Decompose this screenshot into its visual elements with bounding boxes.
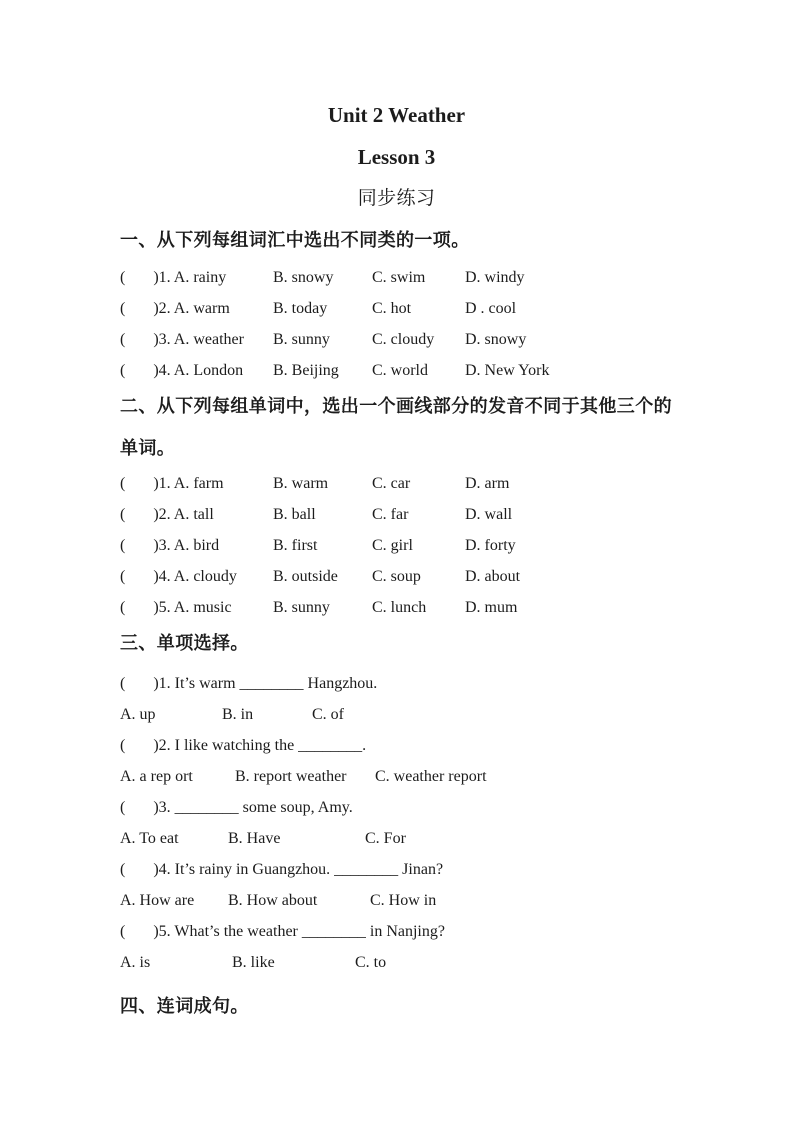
question-prefix: ( )4. A. cloudy (120, 568, 237, 585)
section4-heading: 四、连词成句。 (120, 996, 249, 1016)
question-prefix: ( )2. A. warm (120, 300, 230, 317)
option-b: B. sunny (273, 331, 330, 348)
question-prefix: ( )5. A. music (120, 599, 232, 616)
options-line (120, 699, 675, 730)
option-c: C. cloudy (372, 331, 435, 348)
option-d: D. forty (465, 537, 516, 554)
exercise-subtitle: 同步练习 (357, 188, 436, 209)
option-a: A. How are (120, 892, 195, 909)
question-line (120, 916, 675, 947)
option-b: B. Have (228, 830, 281, 847)
choice-row (120, 530, 675, 561)
option-b: B. outside (273, 568, 338, 585)
option-c: C. soup (372, 568, 421, 585)
question-text: ( )1. It’s warm ________ Hangzhou. (120, 675, 378, 692)
question-prefix: ( )3. A. bird (120, 537, 220, 554)
option-b: B. in (222, 706, 254, 723)
option-d: D. arm (465, 475, 510, 492)
section2-heading-line2: 单词。 (120, 438, 176, 458)
section3-rows (120, 668, 675, 978)
option-b: B. warm (273, 475, 329, 492)
choice-row (120, 499, 675, 530)
section1-heading: 一、从下列每组词汇中选出不同类的一项。 (120, 230, 470, 250)
option-c: C. swim (372, 269, 426, 286)
question-prefix: ( )1. A. farm (120, 475, 224, 492)
option-c: C. to (355, 954, 387, 971)
option-c: C. hot (372, 300, 412, 317)
option-c: C. weather report (375, 768, 487, 785)
option-b: B. like (232, 954, 275, 971)
section1-rows (120, 262, 675, 386)
option-d: D. about (465, 568, 521, 585)
option-c: C. girl (372, 537, 413, 554)
option-b: B. snowy (273, 269, 334, 286)
question-text: ( )3. ________ some soup, Amy. (120, 799, 353, 816)
option-d: D. windy (465, 269, 525, 286)
choice-row (120, 324, 675, 355)
choice-row (120, 592, 675, 623)
question-prefix: ( )3. A. weather (120, 331, 244, 348)
option-c: C. far (372, 506, 409, 523)
option-c: C. car (372, 475, 411, 492)
option-c: C. How in (370, 892, 437, 909)
section3-heading: 三、单项选择。 (120, 633, 249, 653)
question-text: ( )4. It’s rainy in Guangzhou. ________ Jinan? (120, 861, 444, 878)
options-line (120, 823, 675, 854)
question-line (120, 668, 675, 699)
option-b: B. today (273, 300, 328, 317)
choice-row (120, 293, 675, 324)
option-c: C. For (365, 830, 406, 847)
lesson-title: Lesson 3 (357, 145, 436, 169)
option-a: A. a rep ort (120, 768, 193, 785)
options-line (120, 885, 675, 916)
option-b: B. sunny (273, 599, 330, 616)
question-prefix: ( )4. A. London (120, 362, 244, 379)
option-a: A. up (120, 706, 156, 723)
option-d: D. New York (465, 362, 550, 379)
choice-row (120, 355, 675, 386)
option-c: C. of (312, 706, 344, 723)
section2-rows (120, 468, 675, 623)
question-line (120, 730, 675, 761)
question-text: ( )2. I like watching the ________. (120, 737, 367, 754)
option-d: D. mum (465, 599, 518, 616)
question-line (120, 792, 675, 823)
question-line (120, 854, 675, 885)
option-d: D. wall (465, 506, 513, 523)
question-prefix: ( )2. A. tall (120, 506, 214, 523)
option-b: B. report weather (235, 768, 347, 785)
option-a: A. To eat (120, 830, 179, 847)
option-b: B. first (273, 537, 318, 554)
option-b: B. Beijing (273, 362, 339, 379)
choice-row (120, 561, 675, 592)
question-prefix: ( )1. A. rainy (120, 269, 227, 286)
choice-row (120, 468, 675, 499)
options-line (120, 947, 675, 978)
option-b: B. How about (228, 892, 318, 909)
unit-title: Unit 2 Weather (327, 103, 466, 127)
question-text: ( )5. What’s the weather ________ in Nanjing? (120, 923, 445, 940)
option-c: C. lunch (372, 599, 427, 616)
option-b: B. ball (273, 506, 316, 523)
option-d: D. snowy (465, 331, 527, 348)
choice-row (120, 262, 675, 293)
option-a: A. is (120, 954, 151, 971)
section2-heading-line1: 二、从下列每组单词中，选出一个画线部分的发音不同于其他三个的 (120, 396, 672, 416)
options-line (120, 761, 675, 792)
option-c: C. world (372, 362, 428, 379)
option-d: D . cool (465, 300, 517, 317)
